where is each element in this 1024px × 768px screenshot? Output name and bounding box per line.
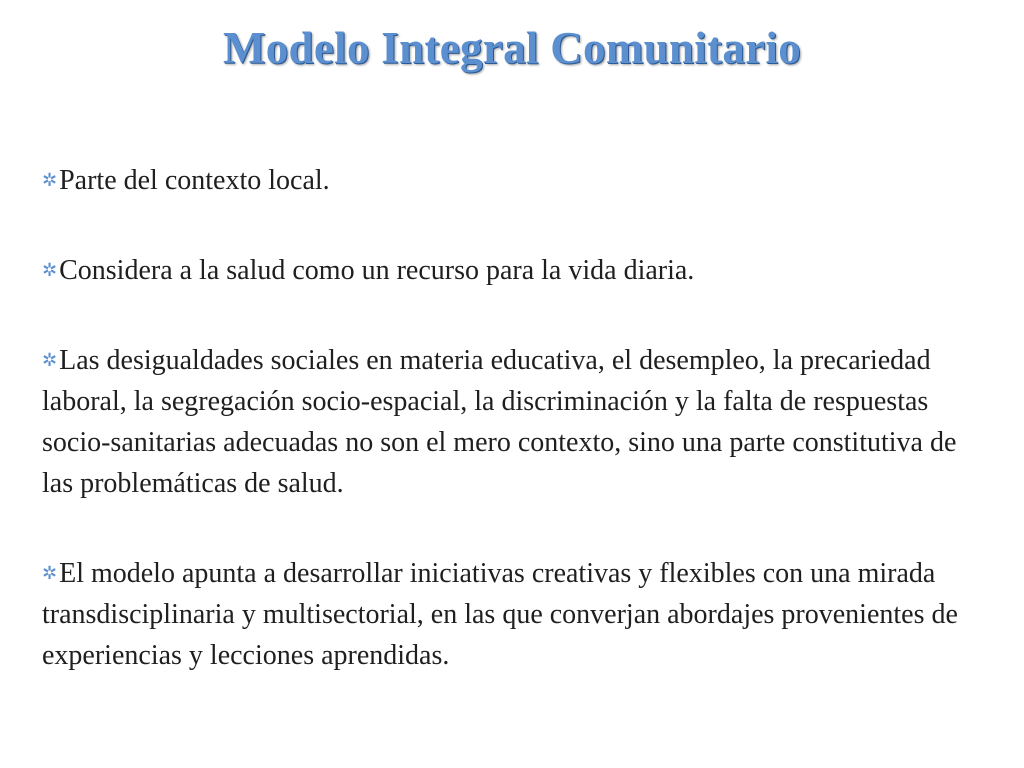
bullet-item [42,553,992,676]
bullet-item [42,160,992,201]
bullet-text: El modelo apunta a desarrollar iniciativas creativas y flexibles con una mirada transdisciplinaria y multisectorial, en las que converjan abordajes provenientes de experiencias y lecciones aprendidas. [42,558,958,671]
bullet-text: Considera a la salud como un recurso para la vida diaria. [59,255,695,286]
bullet-item [42,250,992,291]
asterisk-icon: ✲ [42,170,58,191]
bullet-item [42,340,992,504]
asterisk-icon: ✲ [42,563,58,584]
bullet-text: Las desigualdades sociales en materia educativa, el desempleo, la precariedad laboral, la segregación socio-espacial, la discriminación y la falta de respuestas socio-sanitarias adecuadas no son el mero contexto, sino una parte constitutiva de las problemáticas de salud. [42,345,957,499]
asterisk-icon: ✲ [42,260,58,281]
bullet-text: Parte del contexto local. [59,165,330,196]
bullet-list [42,160,992,676]
asterisk-icon: ✲ [42,350,58,371]
slide-title: Modelo Integral Comunitario [222,23,802,73]
